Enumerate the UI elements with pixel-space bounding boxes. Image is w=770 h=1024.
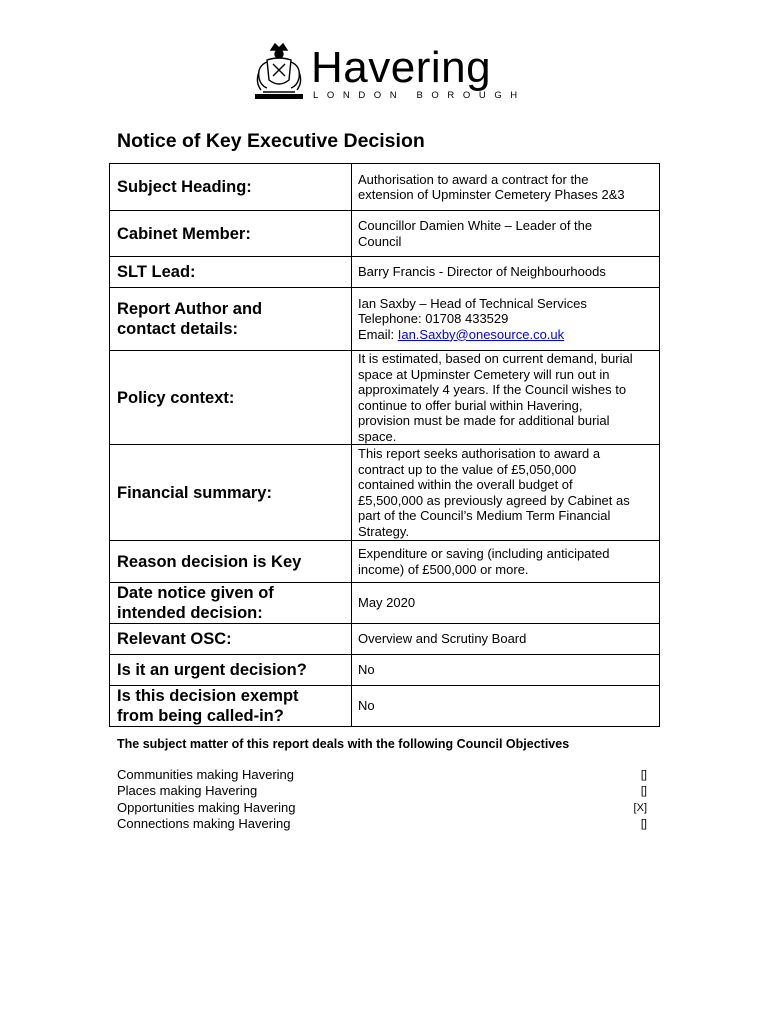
row-value: Overview and Scrutiny Board [352,624,660,655]
row-value: Ian Saxby – Head of Technical Services Telephone: 01708 433529 Email: Ian.Saxby@onesource.co.uk [352,288,660,351]
row-value: Barry Francis - Director of Neighbourhoods [352,257,660,288]
table-row [110,211,660,257]
row-value: It is estimated, based on current demand, burial space at Upminster Cemetery will run out in approximately 4 years. If the Council wishes to continue to offer burial within Havering, provision must be made for additional burial space. [352,351,660,445]
objective-label: Places making Havering [117,783,258,798]
objective-checkbox: [] [640,785,647,797]
table-row [110,686,660,727]
table-row [110,164,660,211]
row-value: Authorisation to award a contract for the extension of Upminster Cemetery Phases 2&3 [352,164,660,211]
objective-item [117,816,647,832]
row-label: Financial summary: [110,445,352,541]
row-label: Report Author and contact details: [110,288,352,351]
row-label: Date notice given of intended decision: [110,583,352,624]
row-label: Is this decision exempt from being called-in? [110,686,352,727]
table-row [110,445,660,541]
objective-label: Opportunities making Havering [117,800,296,815]
row-value: Expenditure or saving (including anticipated income) of £500,000 or more. [352,541,660,583]
table-row [110,257,660,288]
objective-label: Communities making Havering [117,767,295,782]
row-value: This report seeks authorisation to award a contract up to the value of £5,050,000 contained within the overall budget of £5,500,000 as previously agreed by Cabinet as part of the Council’s Medium Term Financial Strategy. [352,445,660,541]
logo-subtitle: LONDON BOROUGH [313,90,526,101]
objective-checkbox: [] [640,769,647,781]
objective-checkbox: [X] [633,802,647,814]
row-label: Is it an urgent decision? [110,655,352,686]
row-value: No [352,655,660,686]
objectives-heading: The subject matter of this report deals with the following Council Objectives [117,737,570,751]
objective-item [117,767,647,783]
table-row [110,655,660,686]
table-row [110,624,660,655]
objective-item [117,800,647,816]
havering-logo [253,42,533,104]
row-label: Subject Heading: [110,164,352,211]
author-email-link[interactable]: Ian.Saxby@onesource.co.uk [397,326,565,342]
objective-item [117,783,647,799]
row-label: Policy context: [110,351,352,445]
objective-checkbox: [] [640,818,647,830]
decision-table [109,163,660,727]
row-value: May 2020 [352,583,660,624]
table-row [110,583,660,624]
row-label: Reason decision is Key [110,541,352,583]
logo-wordmark: Havering [311,43,492,92]
table-row [110,541,660,583]
objective-label: Connections making Havering [117,816,291,831]
table-row [110,351,660,445]
row-label: SLT Lead: [110,257,352,288]
row-label: Relevant OSC: [110,624,352,655]
row-label: Cabinet Member: [110,211,352,257]
row-value: Councillor Damien White – Leader of the Council [352,211,660,257]
row-value: No [352,686,660,727]
page-title: Notice of Key Executive Decision [117,130,425,152]
borough-crest-icon [253,42,305,104]
table-row [110,288,660,351]
